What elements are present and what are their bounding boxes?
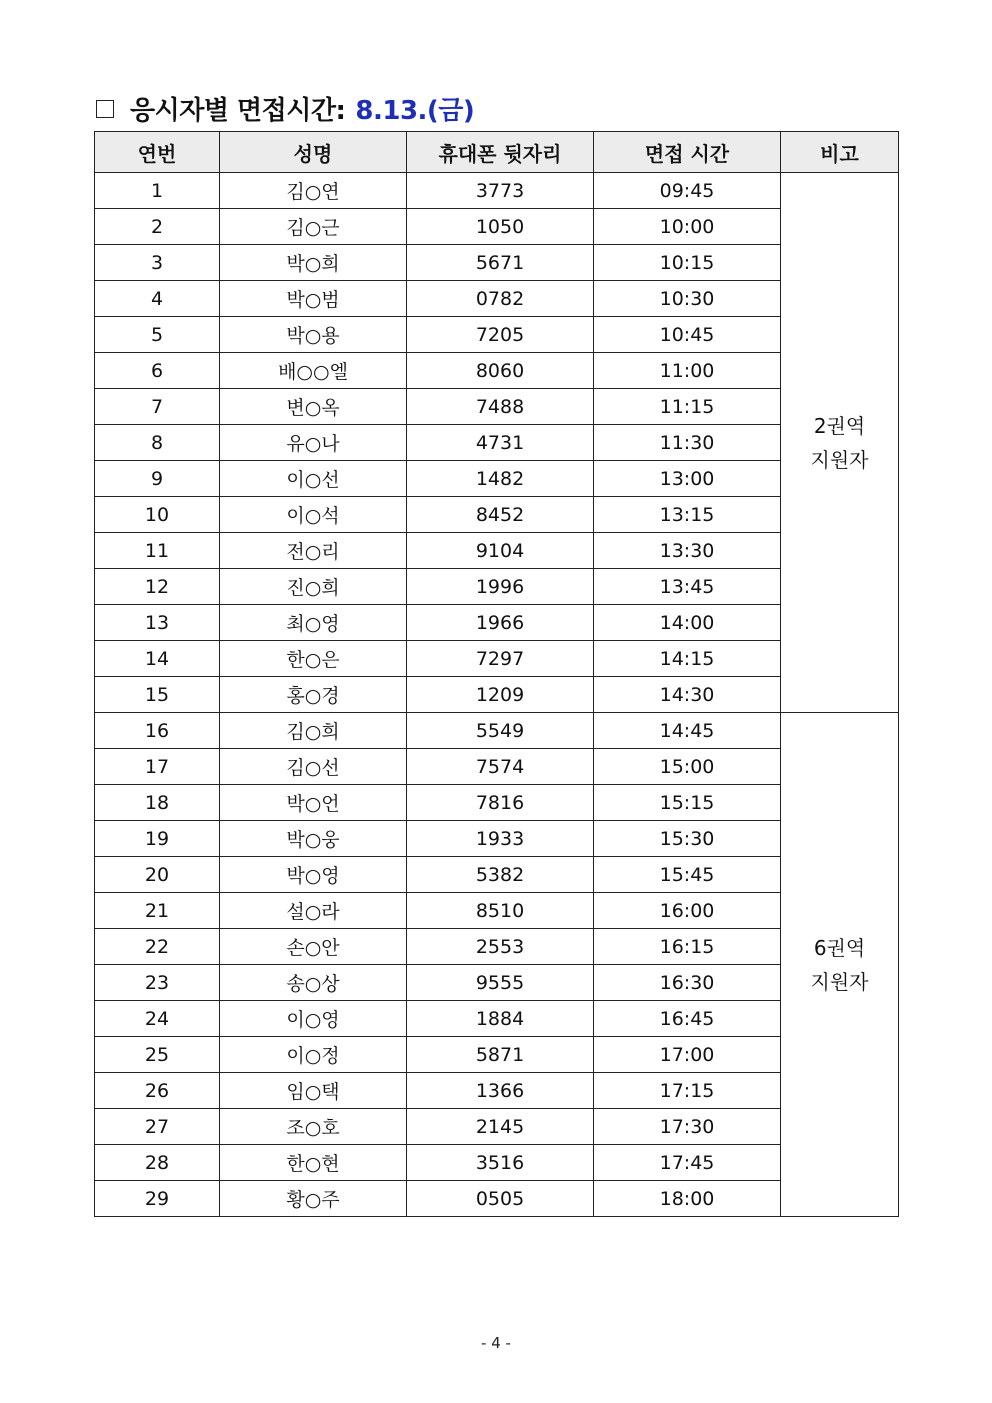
applicant-name: 김○희 <box>220 713 407 749</box>
row-number: 14 <box>95 641 220 677</box>
phone-last-digits: 1209 <box>407 677 594 713</box>
interview-time: 09:45 <box>594 173 781 209</box>
phone-last-digits: 9104 <box>407 533 594 569</box>
row-number: 4 <box>95 281 220 317</box>
interview-time: 14:30 <box>594 677 781 713</box>
interview-time: 13:30 <box>594 533 781 569</box>
table-row <box>95 533 899 569</box>
interview-time: 14:00 <box>594 605 781 641</box>
phone-last-digits: 4731 <box>407 425 594 461</box>
row-number: 29 <box>95 1181 220 1217</box>
applicant-name: 설○라 <box>220 893 407 929</box>
table-row <box>95 929 899 965</box>
row-number: 1 <box>95 173 220 209</box>
phone-last-digits: 7816 <box>407 785 594 821</box>
interview-time: 17:00 <box>594 1037 781 1073</box>
applicant-name: 황○주 <box>220 1181 407 1217</box>
interview-time: 16:30 <box>594 965 781 1001</box>
row-number: 16 <box>95 713 220 749</box>
interview-time: 15:30 <box>594 821 781 857</box>
table-row <box>95 497 899 533</box>
interview-time: 15:00 <box>594 749 781 785</box>
phone-last-digits: 2553 <box>407 929 594 965</box>
table-row <box>95 965 899 1001</box>
phone-last-digits: 9555 <box>407 965 594 1001</box>
row-number: 3 <box>95 245 220 281</box>
applicant-name: 배○○엘 <box>220 353 407 389</box>
interview-time: 10:00 <box>594 209 781 245</box>
checkbox-square-icon <box>96 100 114 118</box>
phone-last-digits: 5671 <box>407 245 594 281</box>
row-number: 10 <box>95 497 220 533</box>
page-heading <box>96 88 474 128</box>
table-header-row <box>95 132 899 173</box>
applicant-name: 이○영 <box>220 1001 407 1037</box>
row-number: 27 <box>95 1109 220 1145</box>
interview-time: 10:45 <box>594 317 781 353</box>
phone-last-digits: 3773 <box>407 173 594 209</box>
applicant-name: 이○정 <box>220 1037 407 1073</box>
interview-time: 18:00 <box>594 1181 781 1217</box>
applicant-name: 김○근 <box>220 209 407 245</box>
table-row <box>95 209 899 245</box>
header-no: 연번 <box>95 132 220 173</box>
phone-last-digits: 3516 <box>407 1145 594 1181</box>
applicant-name: 홍○경 <box>220 677 407 713</box>
row-number: 22 <box>95 929 220 965</box>
row-number: 9 <box>95 461 220 497</box>
header-note: 비고 <box>781 132 899 173</box>
applicant-name: 박○용 <box>220 317 407 353</box>
phone-last-digits: 1884 <box>407 1001 594 1037</box>
interview-time: 16:00 <box>594 893 781 929</box>
table-row <box>95 605 899 641</box>
phone-last-digits: 5549 <box>407 713 594 749</box>
interview-time: 11:00 <box>594 353 781 389</box>
row-number: 6 <box>95 353 220 389</box>
interview-time: 15:15 <box>594 785 781 821</box>
applicant-name: 전○리 <box>220 533 407 569</box>
row-number: 15 <box>95 677 220 713</box>
applicant-name: 유○나 <box>220 425 407 461</box>
applicant-name: 한○현 <box>220 1145 407 1181</box>
row-number: 11 <box>95 533 220 569</box>
header-time: 면접 시간 <box>594 132 781 173</box>
applicant-name: 한○은 <box>220 641 407 677</box>
table-row <box>95 569 899 605</box>
applicant-name: 임○택 <box>220 1073 407 1109</box>
table-row <box>95 1037 899 1073</box>
interview-time: 14:45 <box>594 713 781 749</box>
applicant-name: 최○영 <box>220 605 407 641</box>
applicant-name: 박○언 <box>220 785 407 821</box>
applicant-name: 변○옥 <box>220 389 407 425</box>
phone-last-digits: 8510 <box>407 893 594 929</box>
table-row <box>95 353 899 389</box>
heading-title: 응시자별 면접시간: <box>130 95 346 126</box>
page-number: - 4 - <box>481 1334 511 1352</box>
phone-last-digits: 1050 <box>407 209 594 245</box>
interview-time: 11:15 <box>594 389 781 425</box>
table-row <box>95 749 899 785</box>
applicant-name: 박○영 <box>220 857 407 893</box>
note-cell-region <box>781 713 899 1217</box>
interview-time: 11:30 <box>594 425 781 461</box>
applicant-name: 박○범 <box>220 281 407 317</box>
applicant-name: 조○호 <box>220 1109 407 1145</box>
interview-time: 16:45 <box>594 1001 781 1037</box>
phone-last-digits: 5871 <box>407 1037 594 1073</box>
phone-last-digits: 0782 <box>407 281 594 317</box>
row-number: 23 <box>95 965 220 1001</box>
heading-date: 8.13.(금) <box>355 95 475 126</box>
note-region-label: 2권역 <box>813 413 866 438</box>
table-row <box>95 1109 899 1145</box>
applicant-name: 이○석 <box>220 497 407 533</box>
row-number: 25 <box>95 1037 220 1073</box>
table-row <box>95 389 899 425</box>
interview-time: 16:15 <box>594 929 781 965</box>
row-number: 18 <box>95 785 220 821</box>
table-row <box>95 317 899 353</box>
interview-time: 10:15 <box>594 245 781 281</box>
applicant-name: 박○웅 <box>220 821 407 857</box>
phone-last-digits: 2145 <box>407 1109 594 1145</box>
row-number: 28 <box>95 1145 220 1181</box>
phone-last-digits: 8452 <box>407 497 594 533</box>
interview-time: 14:15 <box>594 641 781 677</box>
table-row <box>95 821 899 857</box>
header-phone: 휴대폰 뒷자리 <box>407 132 594 173</box>
interview-time: 13:00 <box>594 461 781 497</box>
table-row <box>95 713 899 749</box>
phone-last-digits: 1933 <box>407 821 594 857</box>
row-number: 13 <box>95 605 220 641</box>
phone-last-digits: 5382 <box>407 857 594 893</box>
note-applicant-label: 지원자 <box>810 969 869 994</box>
row-number: 20 <box>95 857 220 893</box>
table-row <box>95 281 899 317</box>
interview-schedule-table <box>94 131 899 1217</box>
phone-last-digits: 1996 <box>407 569 594 605</box>
phone-last-digits: 7205 <box>407 317 594 353</box>
row-number: 5 <box>95 317 220 353</box>
phone-last-digits: 1966 <box>407 605 594 641</box>
table-row <box>95 1145 899 1181</box>
interview-time: 13:15 <box>594 497 781 533</box>
row-number: 2 <box>95 209 220 245</box>
note-applicant-label: 지원자 <box>810 447 869 472</box>
phone-last-digits: 7574 <box>407 749 594 785</box>
phone-last-digits: 7297 <box>407 641 594 677</box>
table-row <box>95 173 899 209</box>
row-number: 19 <box>95 821 220 857</box>
table-row <box>95 677 899 713</box>
applicant-name: 손○안 <box>220 929 407 965</box>
interview-time: 17:45 <box>594 1145 781 1181</box>
table-row <box>95 893 899 929</box>
phone-last-digits: 1482 <box>407 461 594 497</box>
applicant-name: 진○희 <box>220 569 407 605</box>
applicant-name: 송○상 <box>220 965 407 1001</box>
table-row <box>95 857 899 893</box>
header-name: 성명 <box>220 132 407 173</box>
note-region-label: 6권역 <box>813 935 866 960</box>
row-number: 24 <box>95 1001 220 1037</box>
interview-time: 10:30 <box>594 281 781 317</box>
note-cell-region <box>781 173 899 713</box>
applicant-name: 이○선 <box>220 461 407 497</box>
row-number: 8 <box>95 425 220 461</box>
table-row <box>95 461 899 497</box>
row-number: 26 <box>95 1073 220 1109</box>
interview-time: 17:30 <box>594 1109 781 1145</box>
row-number: 7 <box>95 389 220 425</box>
table-body <box>95 173 899 1217</box>
applicant-name: 김○연 <box>220 173 407 209</box>
table-row <box>95 245 899 281</box>
table-row <box>95 1073 899 1109</box>
row-number: 17 <box>95 749 220 785</box>
table-row <box>95 785 899 821</box>
phone-last-digits: 7488 <box>407 389 594 425</box>
row-number: 21 <box>95 893 220 929</box>
phone-last-digits: 8060 <box>407 353 594 389</box>
row-number: 12 <box>95 569 220 605</box>
table-row <box>95 425 899 461</box>
table-row <box>95 1001 899 1037</box>
interview-time: 15:45 <box>594 857 781 893</box>
table-row <box>95 641 899 677</box>
table-row <box>95 1181 899 1217</box>
applicant-name: 김○선 <box>220 749 407 785</box>
applicant-name: 박○희 <box>220 245 407 281</box>
interview-time: 17:15 <box>594 1073 781 1109</box>
phone-last-digits: 0505 <box>407 1181 594 1217</box>
interview-time: 13:45 <box>594 569 781 605</box>
phone-last-digits: 1366 <box>407 1073 594 1109</box>
